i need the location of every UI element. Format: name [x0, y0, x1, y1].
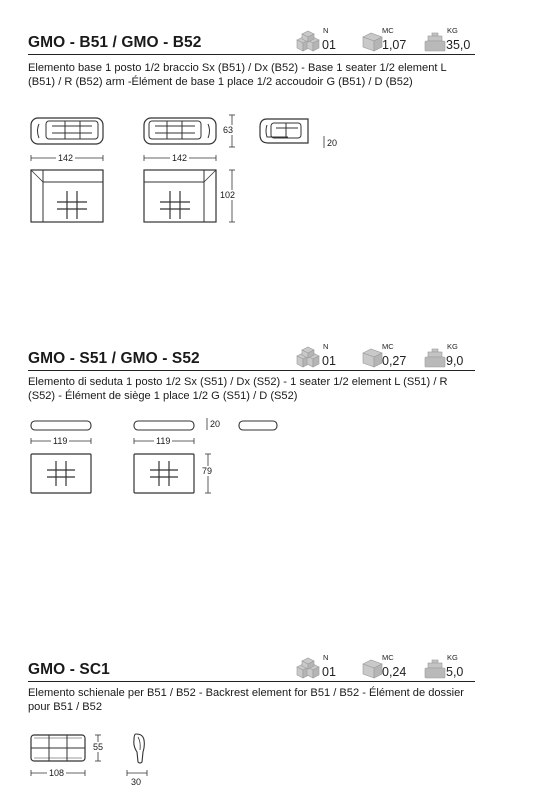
top-view-right-drawing	[133, 419, 197, 433]
spec-n-value: 01	[322, 665, 336, 679]
spec-mc-value: 0,27	[382, 354, 407, 368]
spec-mc-label: MC	[382, 653, 394, 662]
product-description: Elemento base 1 posto 1/2 braccio Sx (B51) / Dx (B52) - Base 1 seater 1/2 element L (B51) / R (B52) arm -Élément de base 1 place 1/2 accoudoir G (B51) / D (B52)	[28, 62, 447, 88]
spec-n-label: N	[323, 26, 329, 35]
section-header	[28, 655, 475, 682]
spec-n-value: 01	[322, 354, 336, 368]
spec-mc-label: MC	[382, 26, 394, 35]
side-view-drawing	[258, 115, 318, 147]
spec-n	[295, 653, 345, 679]
spec-kg-label: KG	[447, 26, 458, 35]
spec-n-value: 01	[322, 38, 336, 52]
spec-n-label: N	[323, 342, 329, 351]
spec-mc	[360, 653, 415, 679]
height-label: 55	[93, 742, 104, 752]
plan-view-left-drawing	[30, 169, 110, 225]
boxes-icon	[295, 657, 321, 679]
spec-n	[295, 342, 345, 368]
backrest-side-drawing	[130, 732, 150, 766]
width-label-right: 142	[172, 153, 188, 163]
plan-view-right-drawing	[143, 169, 223, 225]
spec-n	[295, 26, 345, 52]
specs-row	[295, 653, 475, 679]
depth-label: 79	[202, 466, 213, 476]
spec-mc-label: MC	[382, 342, 394, 351]
spec-mc	[360, 342, 415, 368]
spec-kg	[423, 342, 475, 368]
boxes-icon	[295, 30, 321, 52]
product-description: Elemento di seduta 1 posto 1/2 Sx (S51) / Dx (S52) - 1 seater 1/2 element L (S51) / R (S52) - Élément de siège 1 place 1/2 G (S51) / D (S52)	[28, 376, 448, 402]
side-label: 20	[327, 138, 338, 148]
specs-row	[295, 342, 475, 368]
width-label: 108	[49, 768, 65, 778]
side-label: 30	[131, 777, 142, 787]
width-label-left: 142	[58, 153, 74, 163]
product-description: Elemento schienale per B51 / B52 - Backrest element for B51 / B52 - Élément de dossier pour B51 / B52	[28, 687, 464, 713]
plan-view-right-drawing	[133, 453, 197, 495]
product-code: GMO - SC1	[28, 661, 110, 678]
height-label: 20	[210, 419, 221, 429]
top-view-right-drawing	[143, 115, 223, 147]
depth-label: 102	[220, 190, 236, 200]
spec-kg-label: KG	[447, 653, 458, 662]
top-view-left-drawing	[30, 115, 110, 147]
product-code: GMO - B51 / GMO - B52	[28, 34, 202, 51]
spec-n-label: N	[323, 653, 329, 662]
spec-kg-value: 9,0	[446, 354, 464, 368]
product-code: GMO - S51 / GMO - S52	[28, 350, 200, 367]
spec-kg-value: 5,0	[446, 665, 464, 679]
section-header	[28, 344, 475, 371]
width-label-left: 119	[53, 436, 68, 446]
spec-mc	[360, 26, 415, 52]
boxes-icon	[295, 346, 321, 368]
spec-kg-value: 35,0	[446, 38, 471, 52]
height-label: 63	[223, 125, 234, 135]
spec-kg-label: KG	[447, 342, 458, 351]
section-header	[28, 28, 475, 55]
side-view-drawing	[238, 419, 280, 433]
specs-row	[295, 26, 475, 52]
plan-view-left-drawing	[30, 453, 94, 495]
spec-kg	[423, 26, 475, 52]
top-view-left-drawing	[30, 419, 94, 433]
spec-kg	[423, 653, 475, 679]
backrest-front-drawing	[30, 734, 90, 764]
spec-mc-value: 1,07	[382, 38, 407, 52]
spec-mc-value: 0,24	[382, 665, 407, 679]
width-label-right: 119	[156, 436, 171, 446]
